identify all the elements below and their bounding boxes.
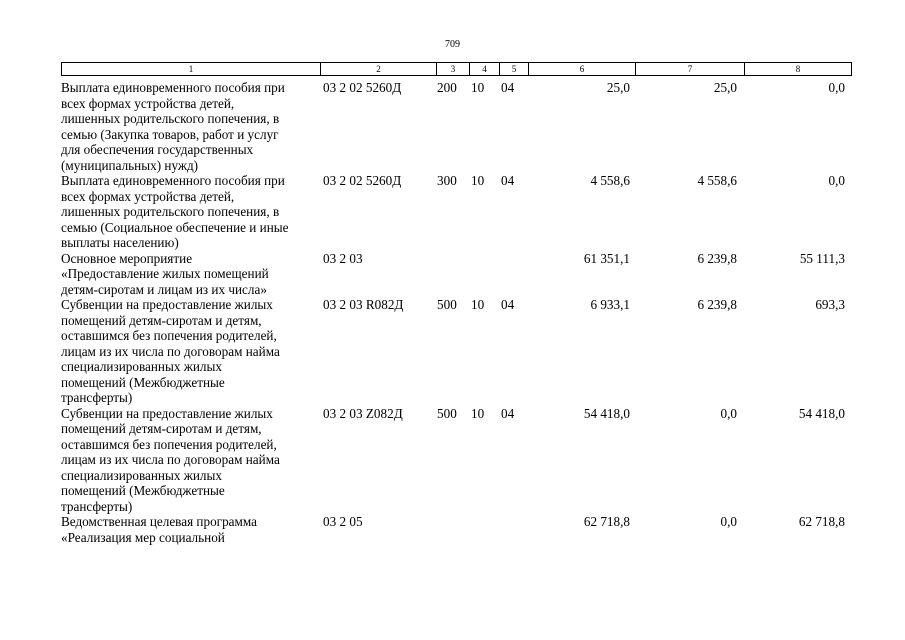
column-header-4: 4 — [470, 63, 500, 76]
row-name-line: «Реализация мер социальной — [61, 529, 225, 545]
row-name-line: помещений (Межбюджетные — [61, 483, 225, 498]
row-name-line: всех формах устройства детей, — [61, 95, 235, 111]
row-value-8: 693,3 — [815, 297, 845, 312]
table-row — [61, 297, 851, 406]
row-name-line: оставшимся без попечения родителей, — [61, 436, 277, 452]
table-row — [61, 514, 851, 545]
column-header-7: 7 — [636, 63, 745, 76]
row-subsection: 04 — [501, 297, 515, 312]
row-value-7: 4 558,6 — [697, 173, 737, 188]
row-name-line: трансферты) — [61, 498, 133, 514]
row-value-8: 0,0 — [828, 173, 845, 188]
row-subsection: 04 — [501, 80, 515, 95]
row-expense-type: 500 — [437, 297, 457, 312]
row-code: 03 2 02 5260Д — [323, 80, 402, 95]
column-header-1: 1 — [62, 63, 321, 76]
row-value-6: 54 418,0 — [583, 405, 630, 421]
row-name-line: Ведомственная целевая программа — [61, 514, 257, 529]
row-name-line: выплаты населению) — [61, 235, 179, 250]
row-value-7: 6 239,8 — [697, 297, 737, 312]
row-name-line: детям-сиротам и лицам из их числа» — [61, 281, 267, 297]
row-name-line: «Предоставление жилых помещений — [61, 266, 269, 281]
row-name-line: помещений (Межбюджетные — [61, 374, 225, 390]
row-name-line: помещений детям-сиротам и детям, — [61, 312, 262, 328]
row-value-7: 0,0 — [720, 405, 737, 421]
row-name-line: Основное мероприятие — [61, 250, 193, 266]
row-expense-type: 200 — [437, 80, 457, 95]
row-name — [61, 173, 319, 251]
page-number: 709 — [445, 39, 460, 50]
column-header-3: 3 — [437, 63, 470, 76]
row-value-7: 6 239,8 — [697, 250, 737, 266]
column-header-6: 6 — [529, 63, 636, 76]
row-subsection: 04 — [501, 173, 515, 188]
row-name — [61, 80, 319, 173]
row-name-line: лишенных родительского попечения, в — [61, 204, 280, 219]
row-value-7: 0,0 — [720, 514, 737, 529]
table-row — [61, 80, 851, 173]
row-code: 03 2 03 Z082Д — [323, 405, 403, 421]
row-value-8: 62 718,8 — [798, 514, 845, 529]
row-name-line: всех формах устройства детей, — [61, 188, 235, 204]
column-header-row — [61, 62, 852, 76]
table-row — [61, 173, 851, 251]
table-body — [61, 80, 851, 545]
row-name — [61, 514, 319, 545]
row-section: 10 — [471, 297, 485, 312]
row-value-6: 6 933,1 — [590, 297, 630, 312]
row-value-8: 54 418,0 — [798, 405, 845, 421]
row-name-line: лишенных родительского попечения, в — [61, 111, 280, 126]
row-value-8: 55 111,3 — [799, 250, 845, 266]
table-row — [61, 251, 851, 298]
row-name-line: оставшимся без попечения родителей, — [61, 328, 277, 343]
column-header-2: 2 — [321, 63, 437, 76]
row-section: 10 — [471, 80, 485, 95]
row-name-line: Субвенции на предоставление жилых — [61, 297, 273, 312]
row-name-line: лицам из их числа по договорам найма — [61, 343, 280, 359]
row-code: 03 2 02 5260Д — [323, 173, 402, 188]
row-section: 10 — [471, 173, 485, 188]
row-name — [61, 297, 319, 406]
row-value-6: 25,0 — [606, 80, 630, 95]
row-name-line: специализированных жилых — [61, 467, 222, 483]
row-value-6: 4 558,6 — [590, 173, 630, 188]
row-name-line: (муниципальных) нужд) — [61, 157, 199, 173]
column-header-5: 5 — [500, 63, 529, 76]
row-name-line: Выплата единовременного пособия при — [61, 173, 285, 188]
row-name-line: лицам из их числа по договорам найма — [61, 452, 280, 467]
column-header-8: 8 — [745, 63, 852, 76]
row-value-6: 62 718,8 — [583, 514, 630, 529]
table-row — [61, 406, 851, 515]
row-value-8: 0,0 — [828, 80, 845, 95]
row-name-line: помещений детям-сиротам и детям, — [61, 421, 262, 436]
row-name-line: для обеспечения государственных — [61, 142, 254, 157]
row-name — [61, 406, 319, 515]
row-subsection: 04 — [501, 405, 515, 421]
row-name-line: трансферты) — [61, 390, 133, 405]
row-value-7: 25,0 — [713, 80, 737, 95]
row-code: 03 2 03 R082Д — [323, 297, 404, 312]
row-value-6: 61 351,1 — [583, 250, 630, 266]
row-expense-type: 300 — [437, 173, 457, 188]
row-name — [61, 251, 319, 298]
row-code: 03 2 03 — [323, 250, 363, 266]
row-expense-type: 500 — [437, 405, 457, 421]
row-section: 10 — [471, 405, 485, 421]
row-code: 03 2 05 — [323, 514, 363, 529]
row-name-line: Выплата единовременного пособия при — [61, 80, 285, 95]
row-name-line: семью (Социальное обеспечение и иные — [61, 219, 289, 235]
row-name-line: семью (Закупка товаров, работ и услуг — [61, 126, 279, 142]
row-name-line: специализированных жилых — [61, 359, 222, 374]
row-name-line: Субвенции на предоставление жилых — [61, 405, 273, 421]
